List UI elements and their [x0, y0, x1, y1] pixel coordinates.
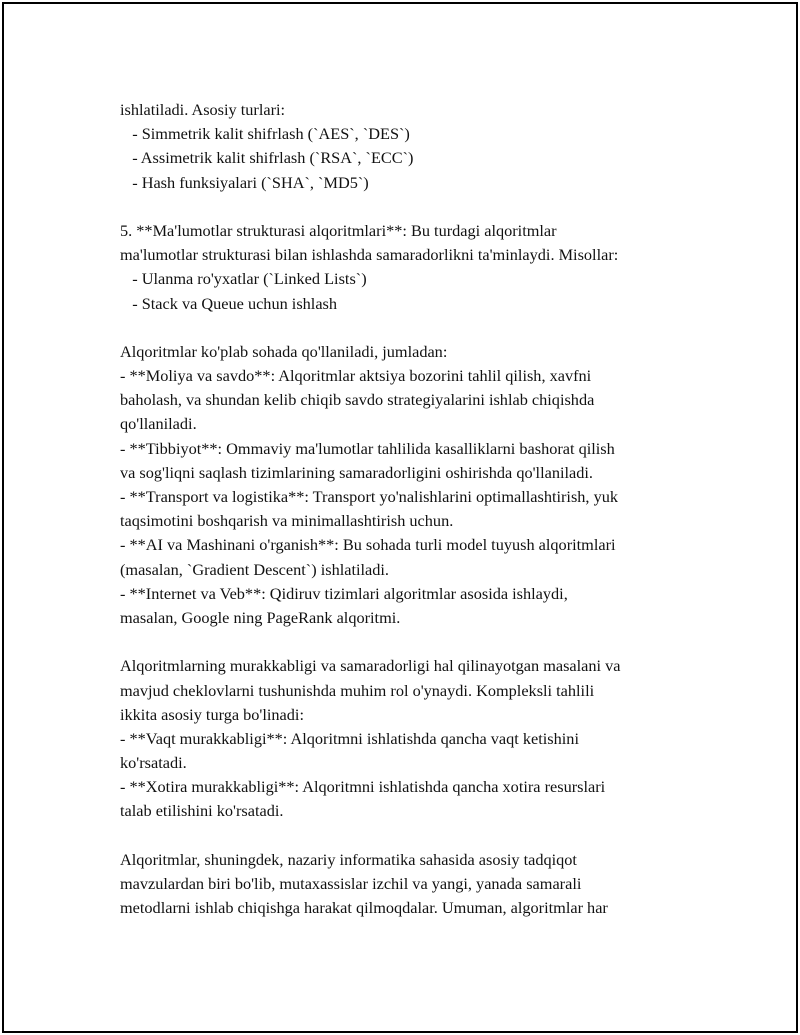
text-line: - **Moliya va savdo**: Alqoritmlar aktsiya bozorini tahlil qilish, xavfni: [120, 366, 592, 386]
text-line: ishlatiladi. Asosiy turlari:: [120, 100, 286, 119]
text-line: - Hash funksiyalari (`SHA`, `MD5`): [120, 172, 369, 192]
text-line: - **AI va Mashinani o'rganish**: Bu sohada turli model tuyush alqoritmlari: [120, 535, 616, 555]
text-line: va sog'liqni saqlash tizimlarining samaradorligini oshirishda qo'llaniladi.: [120, 462, 593, 482]
text-line: Alqoritmlarning murakkabligi va samaradorligi hal qilinayotgan masalani va: [120, 656, 621, 676]
text-line: mavzulardan biri bo'lib, mutaxassislar izchil va yangi, yanada samarali: [120, 874, 582, 893]
text-line: mavjud cheklovlarni tushunishda muhim rol o'ynaydi. Kompleksli tahlili: [120, 680, 595, 700]
text-line: - **Transport va logistika**: Transport yo'nalishlarini optimallashtirish, yuk: [120, 487, 618, 506]
blank-line: [120, 316, 710, 340]
text-line: - Simmetrik kalit shifrlash (`AES`, `DES`): [120, 124, 410, 144]
text-line: - Ulanma ro'yxatlar (`Linked Lists`): [120, 269, 367, 289]
text-line: ko'rsatadi.: [120, 753, 187, 773]
text-line: masalan, Google ning PageRank alqoritmi.: [120, 607, 401, 627]
text-line: - **Tibbiyot**: Ommaviy ma'lumotlar tahlilida kasalliklarni bashorat qilish: [120, 438, 615, 458]
text-line: talab etilishini ko'rsatadi.: [120, 801, 284, 821]
text-line: Alqoritmlar, shuningdek, nazariy informatika sahasida asosiy tadqiqot: [120, 849, 577, 869]
text-line: baholash, va shundan kelib chiqib savdo strategiyalarini ishlab chiqishda: [120, 390, 595, 410]
text-line: - **Xotira murakkabligi**: Alqoritmni ishlatishda qancha xotira resurslari: [120, 777, 606, 797]
text-line: ma'lumotlar strukturasi bilan ishlashda samaradorlikni ta'minlaydi. Misollar:: [120, 245, 619, 265]
text-line: - **Internet va Veb**: Qidiruv tizimlari algoritmlar asosida ishlaydi,: [120, 583, 568, 603]
page-frame: [2, 2, 798, 1033]
text-line: qo'llaniladi.: [120, 414, 197, 434]
text-line: metodlarni ishlab chiqishga harakat qilmoqdalar. Umuman, algoritmlar har: [120, 898, 608, 918]
blank-line: [120, 630, 710, 654]
text-line: - Stack va Queue uchun ishlash: [120, 293, 338, 313]
blank-line: [120, 195, 710, 219]
document-body: [120, 98, 710, 920]
text-line: taqsimotini boshqarish va minimallashtirish uchun.: [120, 511, 454, 531]
blank-line: [120, 824, 710, 848]
text-line: (masalan, `Gradient Descent`) ishlatiladi.: [120, 559, 389, 579]
text-line: - **Vaqt murakkabligi**: Alqoritmni ishlatishda qancha vaqt ketishini: [120, 728, 579, 748]
text-line: Alqoritmlar ko'plab sohada qo'llaniladi, jumladan:: [120, 341, 448, 361]
text-line: - Assimetrik kalit shifrlash (`RSA`, `ECC`): [120, 148, 414, 168]
text-line: 5. **Ma'lumotlar strukturasi alqoritmlari**: Bu turdagi alqoritmlar: [120, 220, 557, 240]
text-line: ikkita asosiy turga bo'linadi:: [120, 704, 304, 724]
